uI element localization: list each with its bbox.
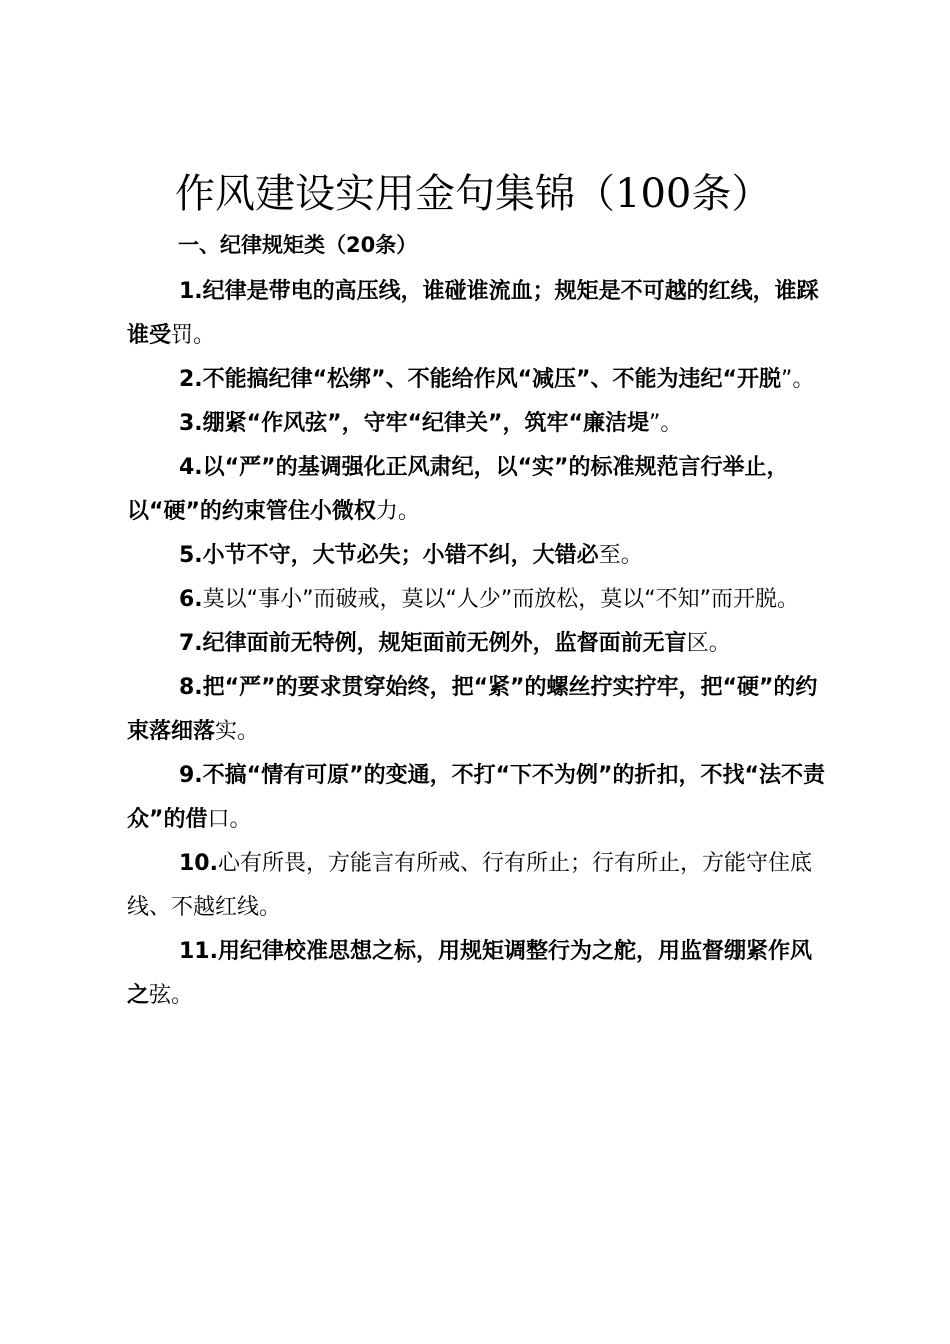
list-item bbox=[127, 534, 827, 578]
list-item bbox=[127, 270, 827, 358]
list-item bbox=[127, 578, 827, 622]
item-plain-text: 口。 bbox=[207, 807, 252, 832]
item-bold-text: 用纪律校准思想之标，用规矩调整行为之舵，用监督绷紧作风之 bbox=[127, 939, 812, 1008]
item-bold-text: 纪律是带电的高压线，谁碰谁流血；规矩是不可越的红线，谁踩谁受 bbox=[127, 279, 819, 348]
list-item bbox=[127, 930, 827, 1018]
item-number: 11. bbox=[179, 939, 218, 964]
item-bold-text: 不搞“情有可原”的变通，不打“下不为例”的折扣，不找“法不责众”的借 bbox=[127, 763, 825, 832]
item-number: 1. bbox=[179, 279, 203, 304]
item-plain-text: 莫以“事小”而破戒，莫以“人少”而放松，莫以“不知”而开脱。 bbox=[202, 587, 800, 612]
item-number: 7. bbox=[179, 631, 203, 656]
item-number: 3. bbox=[179, 411, 203, 436]
item-plain-text: 至。 bbox=[598, 543, 643, 568]
item-bold-text: 不能搞纪律“松绑”、不能给作风“减压”、不能为违纪“开脱 bbox=[202, 367, 781, 392]
item-number: 9. bbox=[179, 763, 203, 788]
item-number: 4. bbox=[179, 455, 203, 480]
item-plain-text: 力。 bbox=[375, 499, 420, 524]
item-plain-text: 实。 bbox=[215, 719, 260, 744]
item-number: 2. bbox=[179, 367, 203, 392]
list-item bbox=[127, 358, 827, 402]
list-item bbox=[127, 666, 827, 754]
page-title: 作风建设实用金句集锦（100条） bbox=[175, 171, 772, 217]
item-bold-text: 把“严”的要求贯穿始终，把“紧”的螺丝拧实拧牢，把“硬”的约束落细落 bbox=[127, 675, 818, 744]
list-item bbox=[127, 446, 827, 534]
list-item bbox=[127, 402, 827, 446]
item-number: 6. bbox=[179, 587, 203, 612]
item-bold-text: 小节不守，大节必失；小错不纠，大错必 bbox=[202, 543, 599, 568]
section-heading: 一、纪律规矩类（20条） bbox=[178, 233, 418, 257]
item-plain-text: ”。 bbox=[648, 411, 683, 436]
list-item bbox=[127, 842, 827, 930]
item-plain-text: 心有所畏，方能言有所戒、行有所止；行有所止，方能守住底线、不越红线。 bbox=[127, 851, 812, 920]
item-plain-text: 区。 bbox=[686, 631, 731, 656]
item-list bbox=[127, 270, 827, 1018]
item-plain-text: ”。 bbox=[780, 367, 815, 392]
item-plain-text: 弦。 bbox=[149, 983, 194, 1008]
list-item bbox=[127, 754, 827, 842]
item-bold-text: 绷紧“作风弦”，守牢“纪律关”，筑牢“廉洁堤 bbox=[202, 411, 649, 436]
item-plain-text: 罚。 bbox=[171, 323, 216, 348]
item-number: 5. bbox=[179, 543, 203, 568]
item-number: 8. bbox=[179, 675, 203, 700]
item-bold-text: 以“严”的基调强化正风肃纪，以“实”的标准规范言行举止，以“硬”的约束管住小微权 bbox=[127, 455, 789, 524]
item-number: 10. bbox=[179, 851, 218, 876]
list-item bbox=[127, 622, 827, 666]
item-bold-text: 纪律面前无特例，规矩面前无例外，监督面前无盲 bbox=[202, 631, 687, 656]
